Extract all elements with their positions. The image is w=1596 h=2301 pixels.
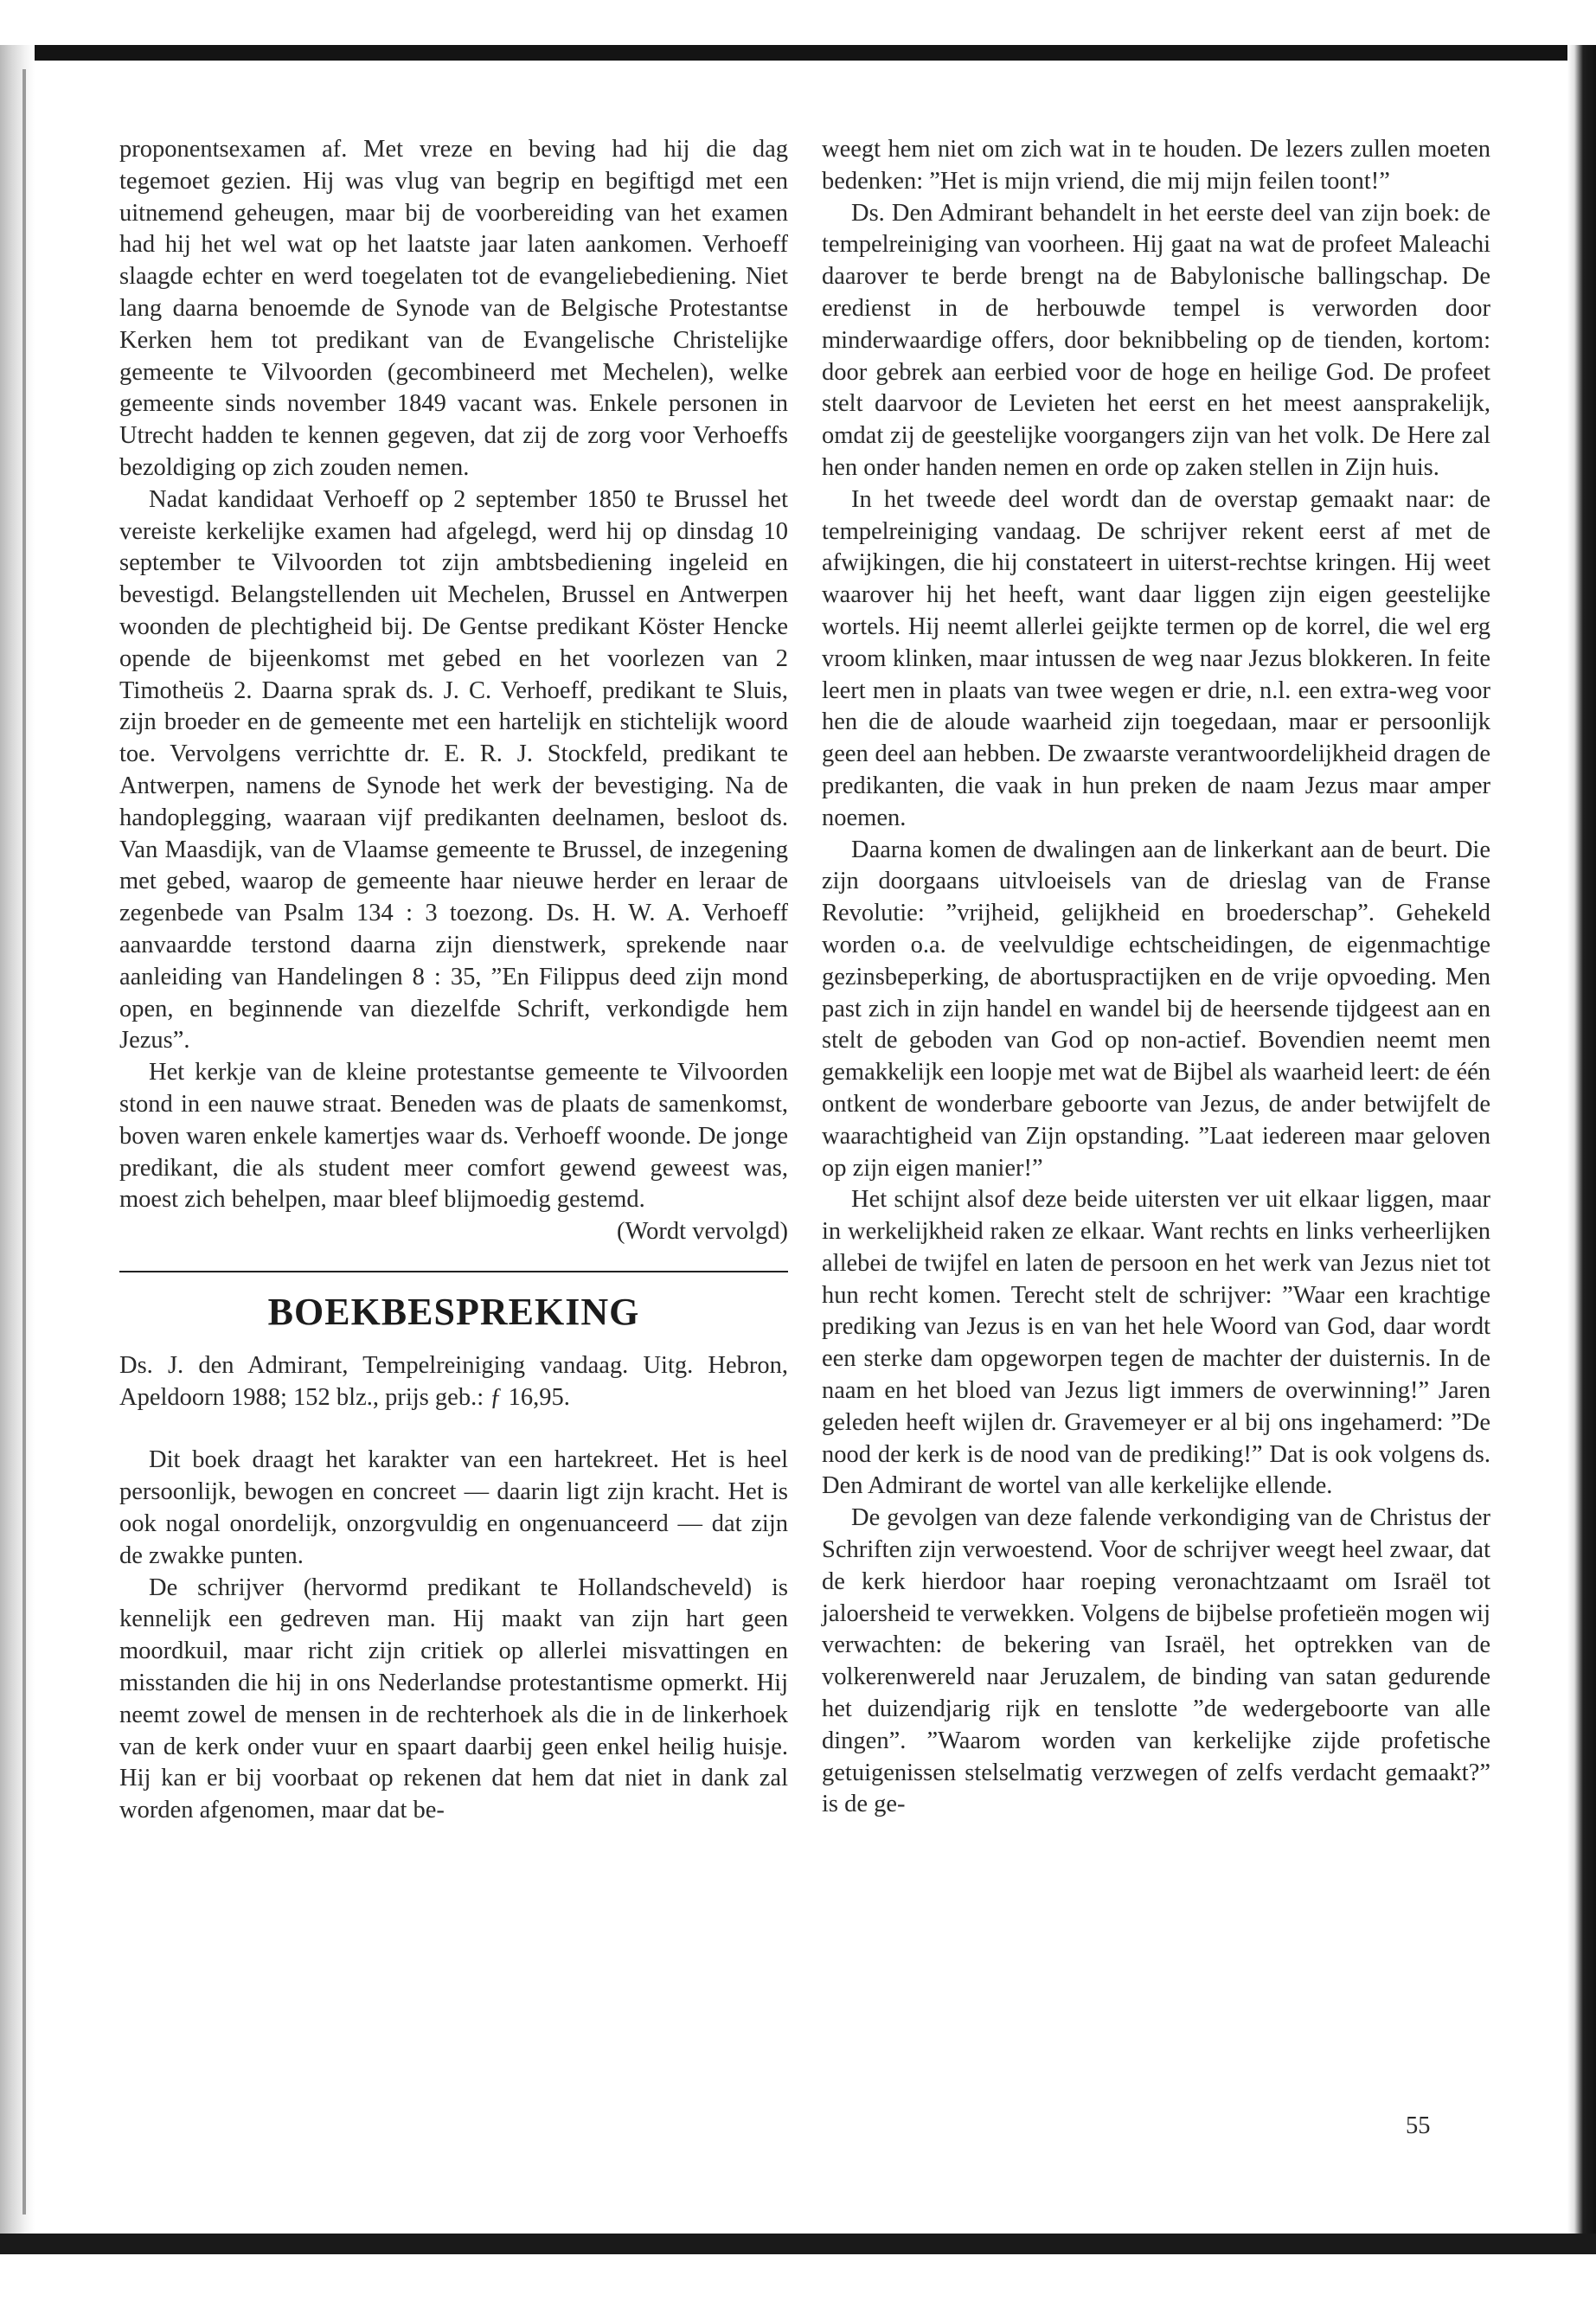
left-paragraph-4: Dit boek draagt het karakter van een hartekreet. Het is heel persoonlijk, bewogen en concreet — daarin ligt zijn kracht. Het is ook nogal onordelijk, onzorgvuldig en ongenuanceerd — dat zijn de zwakke punten. xyxy=(119,1446,788,1569)
right-paragraph-3: In het tweede deel wordt dan de overstap gemaakt naar: de tempelreiniging vandaag. De schrijver rekent eerst af met de afwijkingen, die hij constateert in uiterst-rechtse kringen. Hij weet waarover hij het heeft, want daar liggen zijn eigen geestelijke wortels. Hij neemt allerlei geijkte termen op de korrel, die wel erg vroom klinken, maar intussen de weg naar Jezus blokkeren. In feite leert men in plaats van twee wegen er drie, n.l. een extra-weg voor hen die de aloude waarheid zijn toegedaan, maar er persoonlijk geen deel aan hebben. De zwaarste verantwoordelijkheid dragen de predikanten, die vaak in hun preken de naam Jezus maar amper noemen. xyxy=(822,485,1490,831)
right-paragraph-1: weegt hem niet om zich wat in te houden. De lezers zullen moeten bedenken: ”Het is mijn vriend, die mij mijn feilen toont!” xyxy=(822,136,1490,195)
left-paragraph-2: Nadat kandidaat Verhoeff op 2 september 1850 te Brussel het vereiste kerkelijke examen had afgelegd, werd hij op dinsdag 10 september te Vilvoorden tot zijn ambtsbediening ingeleid en bevestigd. Belangstellenden uit Mechelen, Brussel en Antwerpen woonden de plechtigheid bij. De Gentse predikant Köster Hencke opende de bijeenkomst met gebed en het voorlezen van 2 Timotheüs 2. Daarna sprak ds. J. C. Verhoeff, predikant te Sluis, zijn broeder en de gemeente met een hartelijk en stichtelijk woord toe. Vervolgens verrichtte dr. E. R. J. Stockfeld, predikant te Antwerpen, namens de Synode het werk der bevestiging. Na de handoplegging, waaraan vijf predikanten deelnamen, besloot ds. Van Maasdijk, van de Vlaamse gemeente te Brussel, de inzegening met gebed, waarop de gemeente haar nieuwe herder en leraar de zegenbede van Psalm 134 : 3 toezong. Ds. H. W. A. Verhoeff aanvaardde terstond daarna zijn dienstwerk, sprekende naar aanleiding van Handelingen 8 : 35, ”En Filippus deed zijn mond open, en beginnende van diezelfde Schrift, verkondigde hem Jezus”. xyxy=(119,485,788,1054)
right-paragraph-4: Daarna komen de dwalingen aan de linkerkant aan de beurt. Die zijn doorgaans uitvloeisels van de drieslag van de Franse Revolutie: ”vrijheid, gelijkheid en broederschap”. Gehekeld worden o.a. de veelvuldige echtscheidingen, de eigenmachtige gezinsbeperking, de abortuspractijken en de vrije opvoeding. Men past zich in zijn handel en wandel bij de heersende tijdgeest aan en stelt de geboden van God op non-actief. Bovendien neemt men gemakkelijk een loopje met wat de Bijbel als waarheid leert: de één ontkent de wonderbare geboorte van Jezus, de ander betwijfelt de waarachtigheid van Zijn opstanding. ”Laat iedereen maar geloven op zijn eigen manier!” xyxy=(822,836,1490,1182)
section-divider xyxy=(119,1271,788,1272)
right-paragraph-2: Ds. Den Admirant behandelt in het eerste deel van zijn boek: de tempelreiniging van voorheen. Hij gaat na wat de profeet Maleachi daarover te berde brengt na de Babylonische ballingschap. De eredienst in de herbouwde tempel is verworden door minderwaardige offers, door beknibbeling op de tienden, kortom: door gebrek aan eerbied voor de hoge en heilige God. De profeet stelt daarvoor de Levieten het eerst en het meest aansprakelijk, omdat zij de geestelijke voorgangers zijn van het volk. De Here zal hen onder handen nemen en orde op zaken stellen in Zijn huis. xyxy=(822,199,1490,481)
right-column xyxy=(822,134,1490,1821)
scan-border-bottom xyxy=(0,2234,1596,2254)
spacer xyxy=(119,1413,788,1445)
left-paragraph-3: Het kerkje van de kleine protestantse gemeente te Vilvoorden stond in een nauwe straat. Beneden was de plaats de samenkomst, boven waren enkele kamertjes waar ds. Verhoeff woonde. De jonge predikant, die als student meer comfort gewend geweest was, moest zich behelpen, maar bleef blijmoedig gestemd. xyxy=(119,1059,788,1214)
scan-border-top xyxy=(0,45,1596,61)
scan-binding-edge xyxy=(0,45,35,2254)
right-paragraph-5: Het schijnt alsof deze beide uitersten ver uit elkaar liggen, maar in werkelijkheid raken ze elkaar. Want rechts en links verheerlijken allebei de twijfel en laten de persoon en het werk van Jezus niet tot hun recht komen. Terecht stelt de schrijver: ”Waar een krachtige prediking van Jezus is en van het hele Woord van God, daar wordt een sterke dam opgeworpen tegen de machter der duisternis. In de naam en het bloed van Jezus ligt immers de overwinning!” Jaren geleden heeft wijlen dr. Gravemeyer er al bij ons ingehamerd: ”De nood der kerk is de nood van de prediking!” Dat is ook volgens ds. Den Admirant de wortel van alle kerkelijke ellende. xyxy=(822,1186,1490,1500)
left-paragraph-1: proponentsexamen af. Met vreze en beving had hij die dag tegemoet gezien. Hij was vlug van begrip en begiftigd met een uitnemend geheugen, maar bij de voorbereiding van het examen had hij het wel wat op het laatste jaar laten aankomen. Verhoeff slaagde echter en werd toegelaten tot de evangeliebediening. Niet lang daarna benoemde de Synode van de Belgische Protestantse Kerken hem tot predikant van de Evangelische Christelijke gemeente te Vilvoorden (gecombineerd met Mechelen), welke gemeente sinds november 1849 vacant was. Enkele personen in Utrecht hadden te kennen gegeven, dat zij de zorg voor Verhoeffs bezoldiging op zich zouden nemen. xyxy=(119,136,788,481)
continued-note: (Wordt vervolgd) xyxy=(617,1218,788,1246)
right-paragraph-6: De gevolgen van deze falende verkondiging van de Christus der Schriften zijn verwoestend. Voor de schrijver weegt heel zwaar, dat de kerk hierdoor haar roeping veronachtzaamt om Israël tot jaloersheid te verwekken. Volgens de bijbelse profetieën mogen wij verwachten: de bekering van Israël, het optrekken van de volkerenwereld naar Jeruzalem, de binding van satan gedurende het duizendjarig rijk en tenslotte ”de wedergeboorte van alle dingen”. ”Waarom worden van kerkelijke zijde profetische getuigenissen stelselmatig verzwegen of zelfs verdacht gemaakt?” is de ge- xyxy=(822,1504,1490,1818)
scan-binding-line xyxy=(22,69,26,2214)
page-number: 55 xyxy=(1406,2112,1431,2139)
left-paragraph-5: De schrijver (hervormd predikant te Hollandscheveld) is kennelijk een gedreven man. Hij maakt van zijn hart geen moordkuil, maar richt zijn critiek op allerlei misvattingen en misstanden die hij in ons Nederlandse protestantisme opmerkt. Hij neemt zowel de mensen in de rechterhoek als die in de linkerhoek van de kerk onder vuur en spaart daarbij geen enkel heilig huisje. Hij kan er bij voorbaat op rekenen dat hem dat niet in dank zal worden afgenomen, maar dat be- xyxy=(119,1574,788,1824)
left-column xyxy=(119,134,788,1827)
scan-border-right xyxy=(1567,45,1596,2254)
section-heading: BOEKBESPREKING xyxy=(267,1290,640,1333)
review-citation: Ds. J. den Admirant, Tempelreiniging vandaag. Uitg. Hebron, Apeldoorn 1988; 152 blz., prijs geb.: ƒ 16,95. xyxy=(119,1351,788,1411)
document-page xyxy=(35,61,1567,2234)
